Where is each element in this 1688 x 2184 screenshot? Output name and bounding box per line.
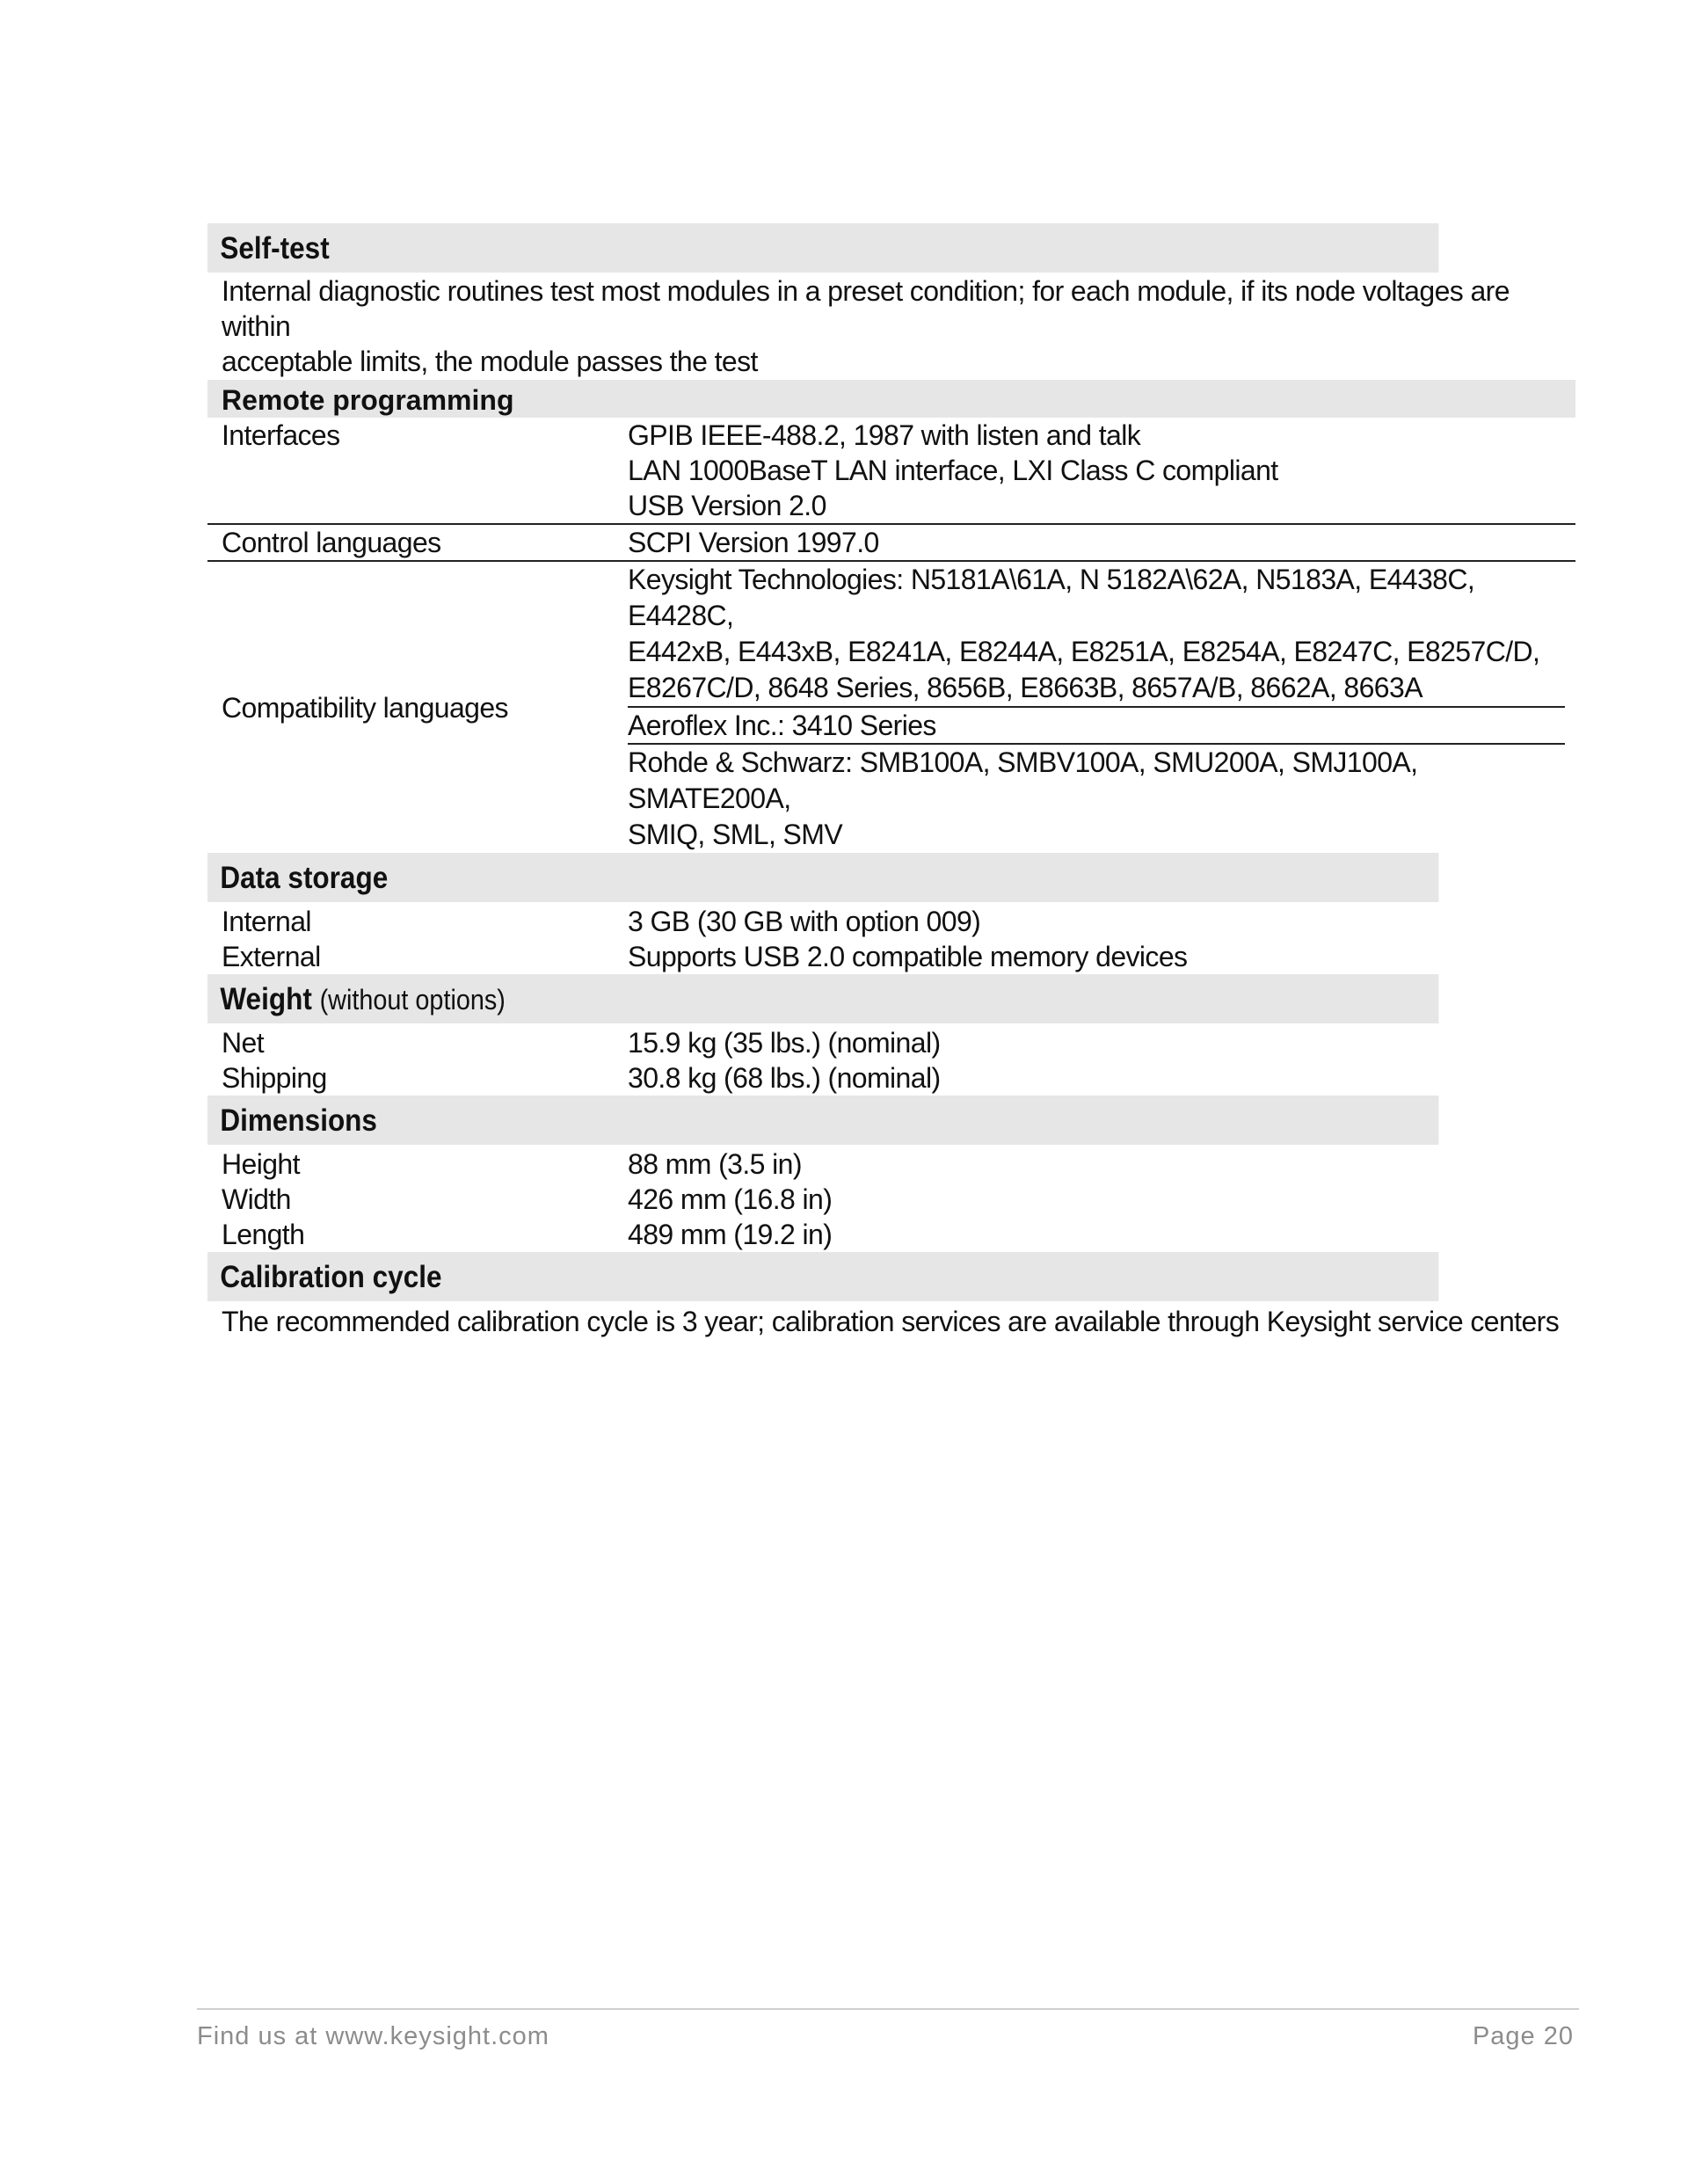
net-label: Net bbox=[222, 1027, 264, 1059]
internal-value: 3 GB (30 GB with option 009) bbox=[628, 906, 981, 937]
weight-heading: Weight (without options) bbox=[207, 974, 1438, 1023]
footer-divider bbox=[197, 2008, 1579, 2010]
footer-website: Find us at www.keysight.com bbox=[197, 2022, 549, 2050]
compat-keysight: Keysight Technologies: N5181A\61A, N 5182A\62A, N5183A, E4438C, E4428C, E442xB, E443xB, E8241A, E8244A, E8251A, E8254A, E8247C, E8257C/D, E8267C/D, 8648 Series, 8656B, E8663B, 8657A/B, 8662A, 8663A bbox=[628, 562, 1565, 708]
interfaces-label: Interfaces bbox=[222, 419, 340, 451]
data-storage-internal-row bbox=[207, 904, 1575, 939]
length-value: 489 mm (19.2 in) bbox=[628, 1219, 833, 1250]
remote-programming-heading: Remote programming bbox=[207, 380, 1575, 418]
width-value: 426 mm (16.8 in) bbox=[628, 1183, 833, 1215]
compatibility-languages-label: Compatibility languages bbox=[222, 691, 508, 724]
weight-shipping-row bbox=[207, 1060, 1575, 1096]
self-test-heading: Self-test bbox=[207, 223, 1438, 273]
weight-subtitle: (without options) bbox=[319, 984, 506, 1016]
dimensions-heading: Dimensions bbox=[207, 1096, 1438, 1145]
weight-net-row bbox=[207, 1025, 1575, 1060]
footer-page-number: Page 20 bbox=[1472, 2022, 1574, 2050]
net-value: 15.9 kg (35 lbs.) (nominal) bbox=[628, 1027, 941, 1059]
interfaces-row bbox=[207, 418, 1575, 525]
dimensions-length-row bbox=[207, 1217, 1575, 1252]
control-languages-value: SCPI Version 1997.0 bbox=[628, 527, 879, 558]
length-label: Length bbox=[222, 1219, 305, 1250]
shipping-label: Shipping bbox=[222, 1062, 327, 1094]
compatibility-languages-values bbox=[628, 562, 1565, 853]
width-label: Width bbox=[222, 1183, 291, 1215]
height-value: 88 mm (3.5 in) bbox=[628, 1148, 802, 1180]
compatibility-languages-row bbox=[207, 562, 1575, 853]
compat-aeroflex: Aeroflex Inc.: 3410 Series bbox=[628, 708, 1565, 745]
self-test-description: Internal diagnostic routines test most modules in a preset condition; for each module, if its node voltages are within acceptable limits, the module passes the test bbox=[222, 275, 1510, 377]
external-value: Supports USB 2.0 compatible memory devices bbox=[628, 941, 1188, 972]
compat-rohde-schwarz: Rohde & Schwarz: SMB100A, SMBV100A, SMU200A, SMJ100A, SMATE200A, SMIQ, SML, SMV bbox=[628, 746, 1418, 850]
dimensions-height-row bbox=[207, 1147, 1575, 1182]
dimensions-width-row bbox=[207, 1182, 1575, 1217]
data-storage-heading: Data storage bbox=[207, 853, 1438, 902]
shipping-value: 30.8 kg (68 lbs.) (nominal) bbox=[628, 1062, 941, 1094]
height-label: Height bbox=[222, 1148, 300, 1180]
external-label: External bbox=[222, 941, 321, 972]
calibration-cycle-heading: Calibration cycle bbox=[207, 1252, 1438, 1301]
data-storage-external-row bbox=[207, 939, 1575, 974]
calibration-description: The recommended calibration cycle is 3 year; calibration services are available through Keysight service centers bbox=[222, 1306, 1560, 1337]
spec-table bbox=[207, 223, 1575, 1340]
control-languages-row bbox=[207, 525, 1575, 562]
internal-label: Internal bbox=[222, 906, 311, 937]
interfaces-values: GPIB IEEE-488.2, 1987 with listen and talk LAN 1000BaseT LAN interface, LXI Class C compliant USB Version 2.0 bbox=[628, 419, 1278, 521]
control-languages-label: Control languages bbox=[222, 527, 441, 558]
